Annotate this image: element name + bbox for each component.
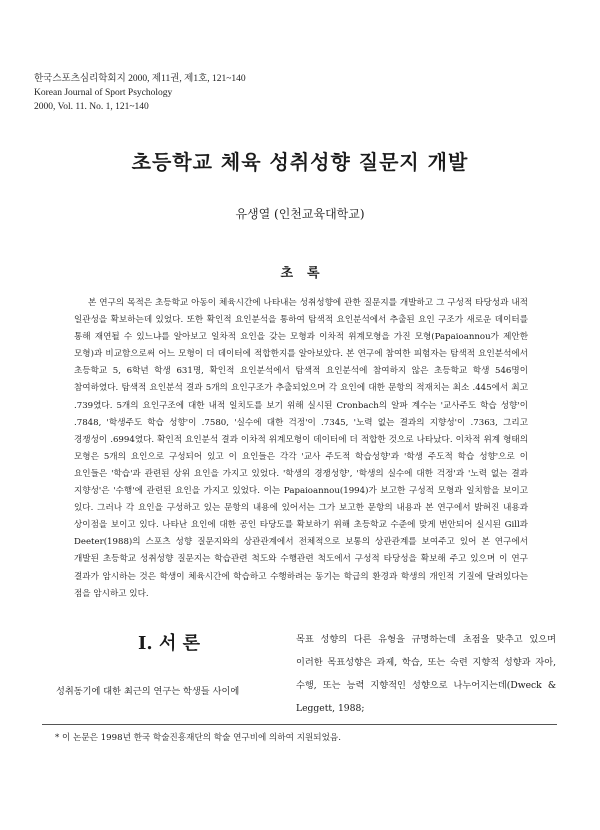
journal-citation-korean: 한국스포츠심리학회지 2000, 제11권, 제1호, 121~140 [34, 74, 246, 84]
abstract-body: 본 연구의 목적은 초등학교 아동이 체육시간에 나타내는 성취성향에 관한 질문지를 개발하고 그 구성적 타당성과 내적 일관성을 확보하는데 있었다. 또한 확인적 요인분석을 통하여 탐색적 요인분석에서 추출된 요인 구조가 새로운 데이터를 통해 재연될 수 있느냐를 알아보고 일차적 요인을 갖는 모형과 이차적 위계모형을 가진 모형(Papaioannou가 제안한 모형)과 비교함으로써 어느 모형이 더 데이터에 적합한지를 알아보았다. 본 연구에 참여한 피험자는 탐색적 요인분석에서 초등학교 5, 6학년 학생 631명, 확인적 요인분석에서 탐색적 요인분석에 참여하지 않은 초등학교 학생 546명이 참여하였다. 탐색적 요인분석 결과 5개의 요인구조가 추출되었으며 각 요인에 대한 문항의 적재치는 최소 .445에서 최고 .739였다. 5개의 요인구조에 대한 내적 일치도를 보기 위해 실시된 Cronbach의 알파 계수는 '교사주도 학습 성향'이 .7848, '학생주도 학습 성향'이 .7580, '실수에 대한 걱정'이 .7345, '노력 없는 결과의 지향성'이 .7363, 그리고 경쟁성이 .6994였다. 확인적 요인분석 결과 이차적 위계모형이 데이터에 더 적합한 것으로 나타났다. 이차적 위계 형태의 모형은 5개의 요인으로 구성되어 있고 이 요인들은 각각 '교사 주도적 학습성향'과 '학생 주도적 학습 성향'으로 이 요인들은 '학습'과 관련된 상위 요인을 가지고 있었다. '학생의 경쟁성향', '학생의 실수에 대한 걱정'과 '노력 없는 결과 지향성'은 '수행'에 관련된 요인을 가지고 있었다. 이는 Papaioannou(1994)가 보고한 구성적 모형과 일치함을 보이고 있다. 그러나 각 요인을 구성하고 있는 문항의 내용에 있어서는 그가 보고한 문항의 내용과 본 연구에서 밝혀진 내용과 상이점을 보이고 있다. 나타난 요인에 대한 공인 타당도를 확보하기 위해 초등학교 수준에 맞게 번안되어 실시된 Gill과 Deeter(1988)의 스포츠 성향 질문지와의 상관관계에서 전체적으로 보통의 상관관계를 보여주고 있어 본 연구에서 개발된 초등학교 성취성향 질문지는 학습관련 척도와 수행관련 척도에서 구성적 타당성을 확보해 주고 있으며 이 연구 결과가 암시하는 것은 학생이 체육시간에 학습하고 수행하려는 동기는 학급의 환경과 학생의 개인적 기질에 달려있다는 점을 암시하고 있다. [74, 298, 528, 599]
abstract-heading: 초록 [280, 266, 334, 281]
left-column [44, 629, 294, 703]
intro-paragraph-right: 목표 성향의 다른 유형을 규명하는데 초점을 맞추고 있으며 이러한 목표성향은 과제, 학습, 또는 숙련 지향적 성향과 자아, 수행, 또는 능력 지향적인 성향으로 나누어지는데(Dweck & Leggett, 1988; [296, 634, 556, 714]
journal-volume-english: 2000, Vol. 11. No. 1, 121~140 [34, 102, 149, 112]
funding-footnote: * 이 논문은 1998년 한국 학술진흥재단의 학술 연구비에 의하여 지원되었음. [55, 733, 341, 743]
journal-name-english: Korean Journal of Sport Psychology [34, 88, 173, 98]
section-heading-introduction: I. 서 론 [138, 633, 200, 654]
footnote-divider [42, 724, 557, 725]
paper-title: 초등학교 체육 성취성향 질문지 개발 [131, 150, 469, 174]
intro-paragraph-left: 성취동기에 대한 최근의 연구는 학생들 사이에 [56, 686, 240, 697]
author-affiliation: 유생열 (인천교육대학교) [235, 207, 365, 221]
journal-header [34, 72, 246, 114]
